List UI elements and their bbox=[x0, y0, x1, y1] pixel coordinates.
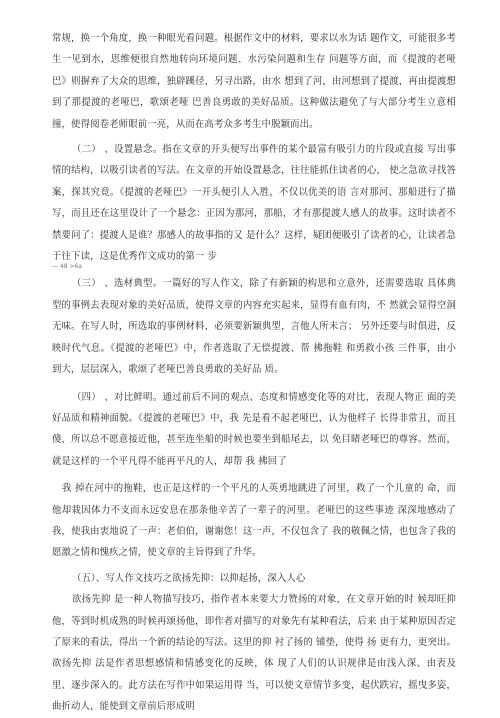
page-marker: — 48 >6a bbox=[52, 263, 82, 271]
paragraph-suspense: （二） 、设置悬念。指在文章的开头便写出事件的某个最富有吸引力的片段或直接 写出事情的结构，以吸引读者的写法。在文章的开始设置悬念，往往能抓住读者的心， 使之急欲寻找答案，探其究竟。《提渡的老哑巴》一开头便引人入胜，不仅以优美的语 言对那河、那船进行了描写，而且还在这里设计了一个悬念：正因为那河，那船，才有那提渡人感人的故事。这时读者不禁要问了：提渡人是谁？那感人的故事指的又 是什么？这样，疑团便吸引了读者的心，让读者急于往下读，这是优秀作文成功的第一 步 bbox=[52, 144, 456, 263]
document-page bbox=[52, 28, 456, 718]
paragraph-contrast: （四） 、对比鲜明。通过前后不同的观点、态度和情感变化等的对比，表现人物正 面的美好品质和精神面貌。《提渡的老哑巴》中，我 先是看不起老哑巴，认为他样子 长得非常丑，而且 傻，所以总不愿意接近他，甚至连坐船的时候也要坐到船尾去，以 免目睹老哑巴的尊容。然而，就是这样的一个平凡得不能再平凡的人，却帮 我 拂回了 bbox=[52, 391, 456, 467]
section-heading-five: （五）、写人作文技巧之欲扬先抑：以抑起扬，深入人心 bbox=[72, 572, 306, 584]
paragraph-typical-material: （三） 、选材典型。一篇好的写人作文，除了有新颖的构思和立意外，还需要选取 具体典型的事例去表现对象的美好品质，使得文章的内容充实起来，显得有血有肉，不 然就会显得空洞无味。在写人时，所选取的事例材料，必须要新颖典型，言他人所未言； 另外还要与时俱进，反映时代气息。《提渡的老哑巴》中，作者选取了无偿提渡、帮 拂拖鞋 和勇救小孩 三件事，由小到大，层层深入，歌颂了老哑巴善良勇敢的美好品 质。 bbox=[52, 278, 456, 376]
paragraph-slipper-story: 我 掉在河中的拖鞋，也正是这样的一个平凡的人英勇地跳进了河里，救了一个儿童的 命，而他却栽因体力不支而永远安息在那条他辛苦了一辈子的河里。老哑巴的这些事迹 深深地感动了我，使我由衷地说了一声：老伯伯，谢谢您！这一声，不仅包含了 我的敬佩之情，也包含了我的愿激之情和愧疚之情，使文章的主旨得到了升华。 bbox=[52, 483, 456, 559]
paragraph-suppress-then-praise: 欲扬先抑 是一种人物描写技巧，指作者本来要大力赞扬的对象，在文章开始的时 候却旺抑他，等到时机成熟的时候再颂扬他，即作者对描写的对象先有某种看法，后来 由于某种原因否定了原来的看法，得出一个新的结论的写法。这里的抑 衬了扬的 铺垫，使得 扬 更有力，更突出。欲扬先抑 法是作者思想感情和情感变化的反映，体 现了人们的认识规律是由浅入深、由表及里、逐步深入的。此方法在写作中如果运用得 当，可以使文章情节多变，起伏跌宕，摇曳多姿，曲折动人，能使到文章前后形成明 bbox=[52, 594, 456, 713]
paragraph-intro: 常规，换一个角度，换一种眼光看问题。根据作文中的材料，要求以水为话 题作文，可能很多考生一见到水，思维便很自然地转向环境问题、水污染问题和生存 问题等方面，而《提渡的老哑巴》则摒弃了大众的思维，独辟蹊径，另寻出路，由水 想到了河，由河想到了提渡，再由提渡想到了那提渡的老哑巴，歌颂老哑 巴善良勇敢的美好品质。这种做法避免了与大部分考生立意相撞，使得阅卷老师眼前一亮，从而在高考众多考生中脱颖而出。 bbox=[52, 33, 456, 130]
